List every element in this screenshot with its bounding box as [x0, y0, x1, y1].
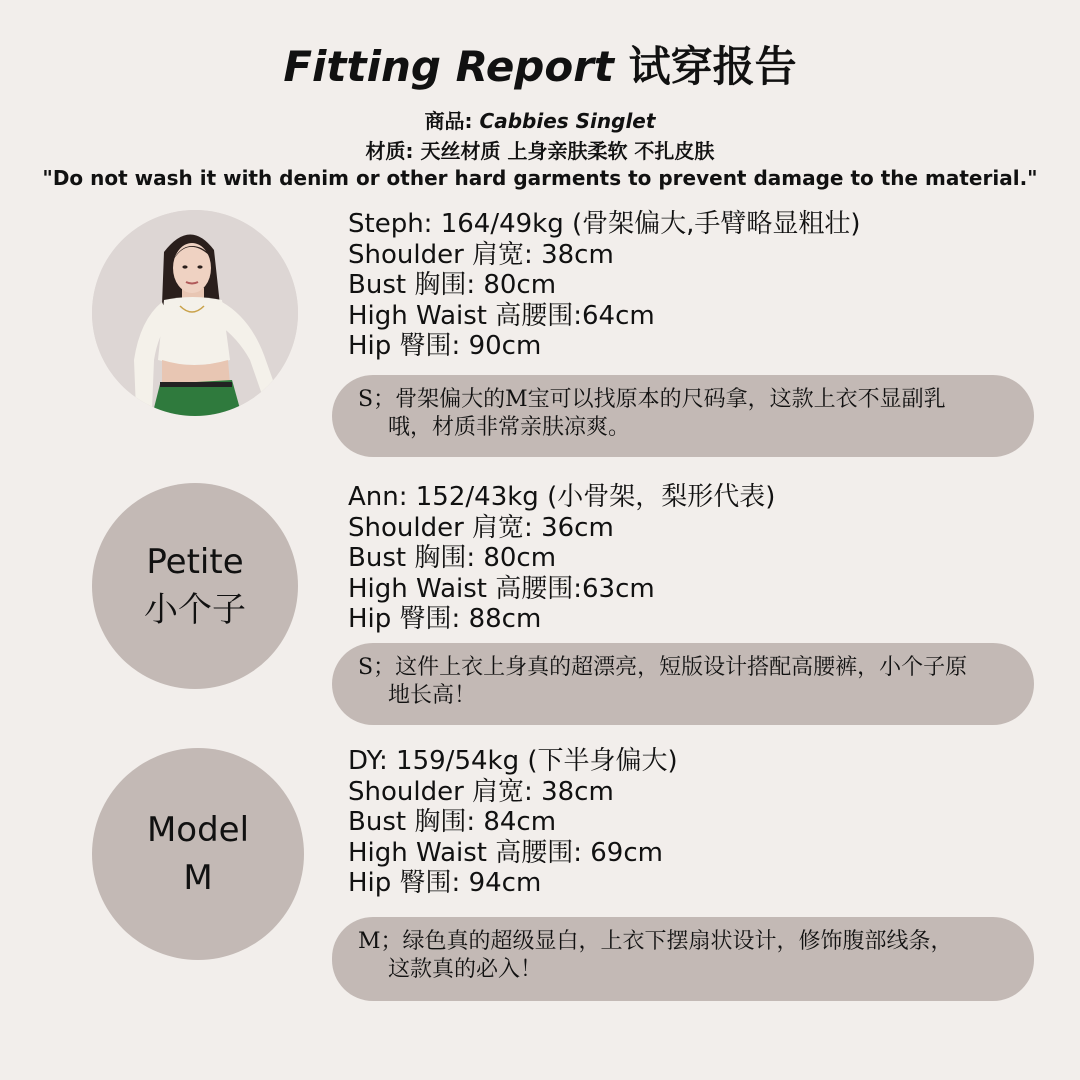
- product-label: 商品:: [424, 109, 473, 133]
- size-circle-petite: [92, 483, 298, 689]
- comment-text-line1: S；骨架偏大的M宝可以找原本的尺码拿，这款上衣不显副乳: [358, 387, 946, 412]
- stat-hip: Hip 臀围: 88cm: [348, 604, 542, 634]
- model-stats-dy: [348, 746, 678, 899]
- page-title: [0, 40, 1080, 94]
- stat-name-size: DY: 159/54kg (下半身偏大): [348, 746, 678, 776]
- stat-bust: Bust 胸围: 80cm: [348, 543, 557, 573]
- size-circle-model-m: [92, 748, 304, 960]
- product-name: Cabbies Singlet: [479, 109, 656, 133]
- model-stats-ann: [348, 482, 775, 635]
- stat-hip: Hip 臀围: 94cm: [348, 868, 542, 898]
- comment-pill-ann: [332, 643, 1034, 725]
- stat-name-size: Ann: 152/43kg (小骨架，梨形代表): [348, 482, 776, 512]
- comment-text-line2: 地长高！: [388, 683, 477, 708]
- circle-label-size: M: [183, 858, 213, 898]
- comment-pill-steph: [332, 375, 1034, 457]
- comment-text-line2: 哦，材质非常亲肤凉爽。: [388, 415, 631, 440]
- comment-pill-dy: [332, 917, 1034, 1001]
- stat-bust: Bust 胸围: 80cm: [348, 270, 557, 300]
- stat-high-waist: High Waist 高腰围:64cm: [348, 300, 655, 331]
- stat-high-waist: High Waist 高腰围: 69cm: [348, 837, 663, 868]
- model-stats-steph: [348, 209, 861, 362]
- title-english: Fitting Report: [283, 42, 615, 91]
- material-line: 材质: 天丝材质 上身亲肤柔软 不扎皮肤: [365, 139, 715, 163]
- model-photo-image: [92, 210, 298, 416]
- comment-text-line1: S；这件上衣上身真的超漂亮，短版设计搭配高腰裤，小个子原: [358, 655, 968, 680]
- title-chinese: 试穿报告: [628, 42, 797, 91]
- stat-shoulder: Shoulder 肩宽: 38cm: [348, 776, 614, 807]
- care-note: "Do not wash it with denim or other hard garments to prevent damage to the material.": [42, 166, 1038, 190]
- circle-label-cn: 小个子: [144, 590, 246, 630]
- stat-shoulder: Shoulder 肩宽: 36cm: [348, 512, 614, 543]
- product-line: [0, 107, 1080, 135]
- stat-bust: Bust 胸围: 84cm: [348, 807, 557, 837]
- stat-high-waist: High Waist 高腰围:63cm: [348, 573, 655, 604]
- comment-text-line1: M；绿色真的超级显白，上衣下摆扇状设计，修饰腹部线条，: [358, 929, 953, 954]
- stat-name-size: Steph: 164/49kg (骨架偏大,手臂略显粗壮): [348, 209, 861, 239]
- comment-text-line2: 这款真的必入！: [388, 957, 543, 982]
- model-photo-steph: [92, 210, 298, 416]
- circle-label-en: Model: [146, 810, 250, 850]
- stat-hip: Hip 臀围: 90cm: [348, 331, 542, 361]
- stat-shoulder: Shoulder 肩宽: 38cm: [348, 239, 614, 270]
- circle-label-en: Petite: [146, 542, 244, 582]
